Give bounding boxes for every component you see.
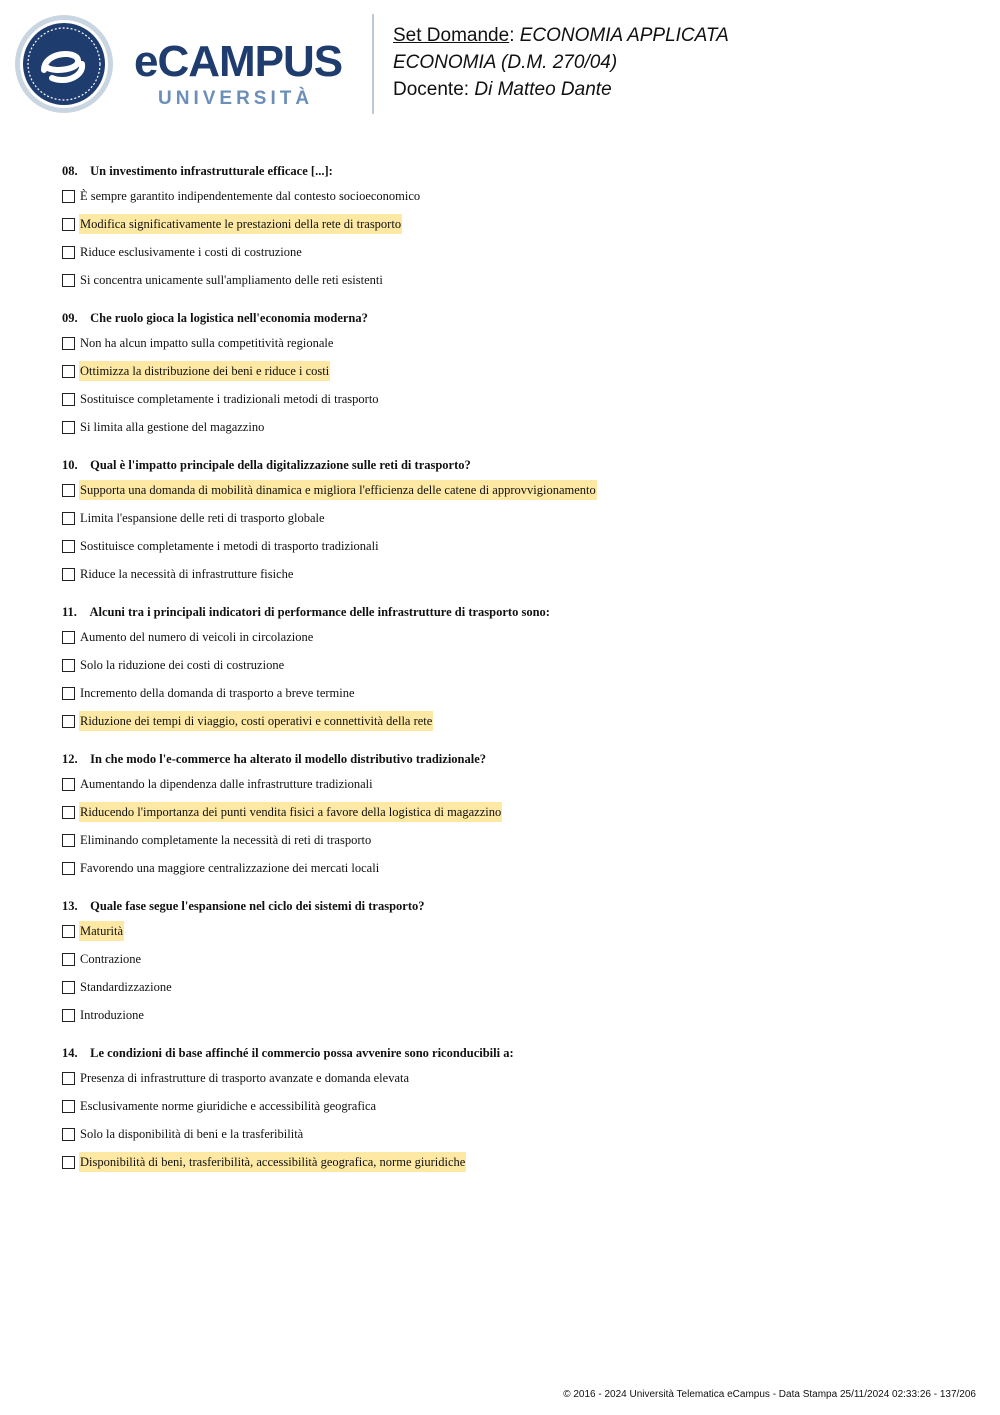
answer-option[interactable]: [62, 1120, 962, 1148]
answer-option[interactable]: [62, 413, 962, 441]
option-text-highlighted: Ottimizza la distribuzione dei beni e riduce i costi: [79, 361, 330, 381]
question-number: 08.: [62, 164, 78, 178]
question-number: 11.: [62, 605, 77, 619]
question-number: 10.: [62, 458, 78, 472]
answer-option[interactable]: [62, 1148, 962, 1176]
question: [62, 895, 962, 1029]
option-text-highlighted: Riducendo l'importanza dei punti vendita fisici a favore della logistica di magazzino: [79, 802, 502, 822]
answer-checkbox[interactable]: [62, 393, 75, 406]
answer-option[interactable]: [62, 182, 962, 210]
answer-checkbox[interactable]: [62, 512, 75, 525]
answer-checkbox[interactable]: [62, 806, 75, 819]
question-title: [62, 601, 962, 623]
answer-checkbox[interactable]: [62, 421, 75, 434]
answer-option[interactable]: [62, 504, 962, 532]
header-info: [393, 22, 729, 103]
answer-checkbox[interactable]: [62, 981, 75, 994]
answer-option[interactable]: [62, 679, 962, 707]
question-text: Qual è l'impatto principale della digitalizzazione sulle reti di trasporto?: [90, 458, 471, 472]
question-number: 09.: [62, 311, 78, 325]
option-text: Standardizzazione: [80, 980, 172, 994]
answer-checkbox[interactable]: [62, 337, 75, 350]
answer-option[interactable]: [62, 476, 962, 504]
set-line: Set Domande: ECONOMIA APPLICATA: [393, 25, 729, 46]
option-text: Favorendo una maggiore centralizzazione dei mercati locali: [80, 861, 380, 875]
ecampus-seal-logo: [14, 14, 114, 114]
header-divider: [372, 14, 374, 114]
question: [62, 160, 962, 294]
option-text: Esclusivamente norme giuridiche e accessibilità geografica: [80, 1099, 377, 1113]
answer-checkbox[interactable]: [62, 834, 75, 847]
answer-checkbox[interactable]: [62, 715, 75, 728]
answer-checkbox[interactable]: [62, 365, 75, 378]
question-title: [62, 895, 962, 917]
answer-option[interactable]: [62, 945, 962, 973]
answer-option[interactable]: [62, 1001, 962, 1029]
answer-option[interactable]: [62, 266, 962, 294]
logo-wordmark: eCAMPUS: [134, 37, 343, 86]
question-text: Che ruolo gioca la logistica nell'economia moderna?: [90, 311, 368, 325]
question: [62, 601, 962, 735]
answer-checkbox[interactable]: [62, 274, 75, 287]
logo-subtitle: UNIVERSITÀ: [158, 88, 314, 109]
answer-option[interactable]: [62, 1064, 962, 1092]
answer-option[interactable]: [62, 1092, 962, 1120]
option-text: Riduce esclusivamente i costi di costruzione: [80, 245, 302, 259]
question-number: 12.: [62, 752, 78, 766]
question-text: In che modo l'e-commerce ha alterato il modello distributivo tradizionale?: [90, 752, 487, 766]
answer-option[interactable]: [62, 826, 962, 854]
page-footer: © 2016 - 2024 Università Telematica eCampus - Data Stampa 25/11/2024 02:33:26 - 137/206: [563, 1389, 976, 1400]
answer-checkbox[interactable]: [62, 953, 75, 966]
option-text: Eliminando completamente la necessità di reti di trasporto: [80, 833, 372, 847]
option-text: Introduzione: [80, 1008, 144, 1022]
question: [62, 307, 962, 441]
question: [62, 454, 962, 588]
set-label: Set Domande: [393, 25, 510, 46]
question-number: 14.: [62, 1046, 78, 1060]
answer-option[interactable]: [62, 707, 962, 735]
answer-checkbox[interactable]: [62, 1100, 75, 1113]
question-text: Alcuni tra i principali indicatori di performance delle infrastrutture di trasporto sono:: [89, 605, 550, 619]
answer-option[interactable]: [62, 560, 962, 588]
option-text: Sostituisce completamente i metodi di trasporto tradizionali: [80, 539, 379, 553]
answer-checkbox[interactable]: [62, 1156, 75, 1169]
answer-option[interactable]: [62, 770, 962, 798]
answer-option[interactable]: [62, 357, 962, 385]
question-number: 13.: [62, 899, 78, 913]
option-text: Solo la riduzione dei costi di costruzione: [80, 658, 285, 672]
question-text: Quale fase segue l'espansione nel ciclo dei sistemi di trasporto?: [90, 899, 425, 913]
question-title: [62, 160, 962, 182]
option-text-highlighted: Riduzione dei tempi di viaggio, costi operativi e connettività della rete: [79, 711, 433, 731]
teacher-line: Docente: Di Matteo Dante: [393, 79, 612, 100]
option-text: Sostituisce completamente i tradizionali metodi di trasporto: [80, 392, 379, 406]
answer-checkbox[interactable]: [62, 1128, 75, 1141]
answer-checkbox[interactable]: [62, 862, 75, 875]
answer-option[interactable]: [62, 917, 962, 945]
answer-checkbox[interactable]: [62, 1072, 75, 1085]
option-text: Aumento del numero di veicoli in circolazione: [80, 630, 314, 644]
answer-checkbox[interactable]: [62, 540, 75, 553]
question-title: [62, 1042, 962, 1064]
answer-checkbox[interactable]: [62, 568, 75, 581]
answer-option[interactable]: [62, 210, 962, 238]
page-header: [0, 0, 1000, 130]
option-text: È sempre garantito indipendentemente dal contesto socioeconomico: [80, 189, 421, 203]
answer-option[interactable]: [62, 238, 962, 266]
option-text: Presenza di infrastrutture di trasporto avanzate e domanda elevata: [80, 1071, 410, 1085]
option-text: Solo la disponibilità di beni e la trasferibilità: [80, 1127, 304, 1141]
questions-list: [62, 160, 962, 1189]
answer-option[interactable]: [62, 329, 962, 357]
answer-checkbox[interactable]: [62, 1009, 75, 1022]
option-text: Incremento della domanda di trasporto a breve termine: [80, 686, 355, 700]
answer-checkbox[interactable]: [62, 631, 75, 644]
option-text-highlighted: Maturità: [79, 921, 124, 941]
answer-option[interactable]: [62, 651, 962, 679]
question: [62, 1042, 962, 1176]
answer-checkbox[interactable]: [62, 659, 75, 672]
teacher-label: Docente: [393, 79, 464, 100]
option-text: Si limita alla gestione del magazzino: [80, 420, 265, 434]
option-text: Riduce la necessità di infrastrutture fisiche: [80, 567, 294, 581]
answer-option[interactable]: [62, 798, 962, 826]
answer-option[interactable]: [62, 532, 962, 560]
option-text-highlighted: Modifica significativamente le prestazioni della rete di trasporto: [79, 214, 402, 234]
option-text-highlighted: Supporta una domanda di mobilità dinamica e migliora l'efficienza delle catene di approvvigionamento: [79, 480, 597, 500]
answer-checkbox[interactable]: [62, 687, 75, 700]
answer-checkbox[interactable]: [62, 778, 75, 791]
question-title: [62, 748, 962, 770]
answer-option[interactable]: [62, 854, 962, 882]
option-text: Limita l'espansione delle reti di trasporto globale: [80, 511, 325, 525]
teacher-value: Di Matteo Dante: [474, 79, 612, 100]
option-text: Contrazione: [80, 952, 142, 966]
question-title: [62, 307, 962, 329]
answer-option[interactable]: [62, 385, 962, 413]
option-text: Aumentando la dipendenza dalle infrastrutture tradizionali: [80, 777, 373, 791]
option-text: Si concentra unicamente sull'ampliamento delle reti esistenti: [80, 273, 383, 287]
course-line: ECONOMIA (D.M. 270/04): [393, 52, 618, 73]
answer-checkbox[interactable]: [62, 484, 75, 497]
option-text-highlighted: Disponibilità di beni, trasferibilità, accessibilità geografica, norme giuridiche: [79, 1152, 466, 1172]
question-text: Un investimento infrastrutturale efficace [...]:: [90, 164, 333, 178]
answer-option[interactable]: [62, 973, 962, 1001]
answer-checkbox[interactable]: [62, 218, 75, 231]
question: [62, 748, 962, 882]
option-text: Non ha alcun impatto sulla competitività regionale: [80, 336, 334, 350]
answer-option[interactable]: [62, 623, 962, 651]
set-value: ECONOMIA APPLICATA: [519, 25, 729, 46]
answer-checkbox[interactable]: [62, 190, 75, 203]
question-text: Le condizioni di base affinché il commercio possa avvenire sono riconducibili a:: [90, 1046, 514, 1060]
answer-checkbox[interactable]: [62, 246, 75, 259]
question-title: [62, 454, 962, 476]
answer-checkbox[interactable]: [62, 925, 75, 938]
